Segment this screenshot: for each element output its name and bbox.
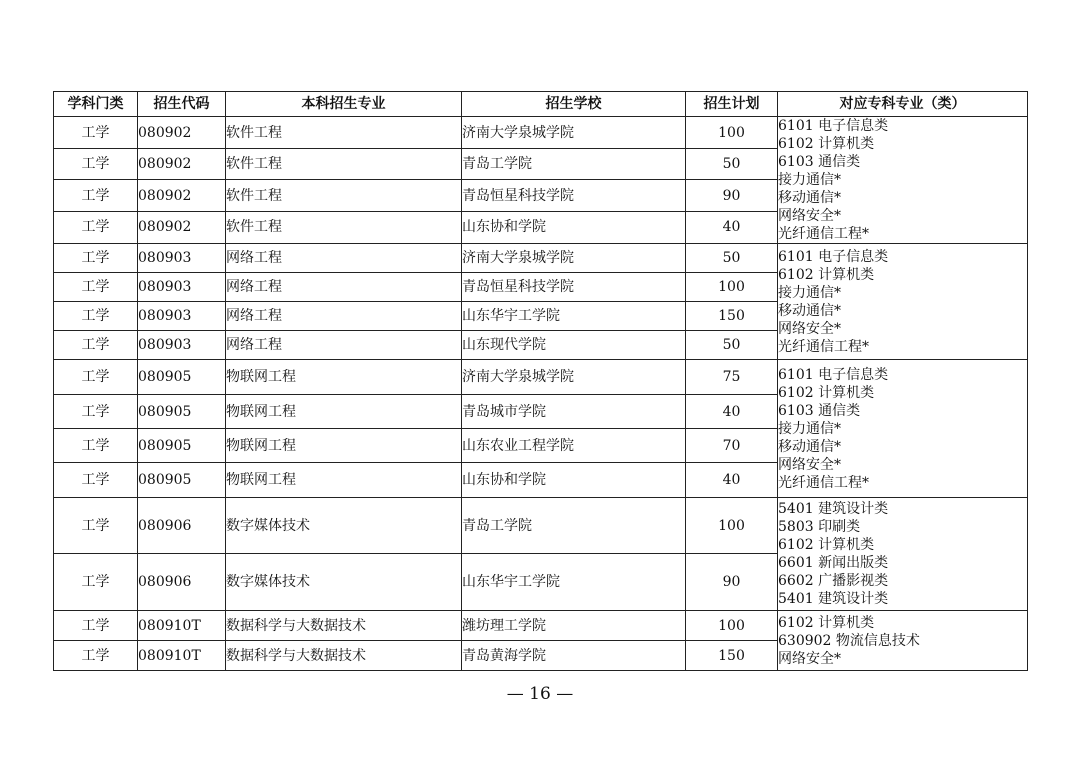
cell-school: 济南大学泉城学院 — [462, 117, 686, 149]
cell-code: 080905 — [138, 429, 226, 463]
cell-plan: 50 — [686, 331, 778, 360]
cell-plan: 150 — [686, 302, 778, 331]
cell-school: 山东华宇工学院 — [462, 302, 686, 331]
cell-plan: 90 — [686, 554, 778, 611]
cell-plan: 40 — [686, 463, 778, 498]
cell-related-majors — [778, 244, 1028, 360]
cell-major: 网络工程 — [226, 302, 462, 331]
related-major-item: 6103 通信类 — [778, 154, 861, 170]
cell-plan: 100 — [686, 611, 778, 641]
related-major-item: 6102 计算机类 — [778, 614, 875, 631]
related-major-item: 移动通信* — [778, 302, 841, 319]
related-major-item: 网络安全* — [778, 208, 841, 224]
cell-school: 青岛工学院 — [462, 498, 686, 554]
cell-category: 工学 — [54, 273, 138, 302]
header-code: 招生代码 — [138, 92, 226, 117]
related-major-item: 6601 新闻出版类 — [778, 555, 889, 571]
cell-plan: 150 — [686, 641, 778, 671]
page-number: — 16 — — [506, 684, 574, 704]
cell-category: 工学 — [54, 302, 138, 331]
cell-code: 080903 — [138, 331, 226, 360]
cell-code: 080903 — [138, 244, 226, 273]
related-major-item: 5401 建筑设计类 — [778, 591, 889, 607]
related-major-item: 光纤通信工程* — [778, 338, 869, 355]
related-major-item: 网络安全* — [778, 650, 841, 667]
related-major-item: 网络安全* — [778, 320, 841, 337]
cell-category: 工学 — [54, 180, 138, 211]
cell-code: 080906 — [138, 554, 226, 611]
related-major-item: 接力通信* — [778, 172, 841, 188]
cell-major: 数字媒体技术 — [226, 554, 462, 611]
related-major-item: 6102 计算机类 — [778, 384, 875, 401]
cell-related-majors — [778, 498, 1028, 611]
cell-code: 080902 — [138, 211, 226, 243]
cell-category: 工学 — [54, 360, 138, 395]
cell-major: 软件工程 — [226, 149, 462, 180]
related-major-item: 6101 电子信息类 — [778, 366, 889, 383]
cell-school: 青岛恒星科技学院 — [462, 273, 686, 302]
related-major-item: 光纤通信工程* — [778, 226, 869, 242]
cell-major: 网络工程 — [226, 273, 462, 302]
cell-code: 080910T — [138, 641, 226, 671]
cell-major: 物联网工程 — [226, 395, 462, 429]
cell-major: 软件工程 — [226, 117, 462, 149]
cell-school: 青岛城市学院 — [462, 395, 686, 429]
enrollment-table — [53, 91, 1028, 671]
cell-plan: 100 — [686, 273, 778, 302]
cell-category: 工学 — [54, 395, 138, 429]
cell-category: 工学 — [54, 429, 138, 463]
cell-code: 080906 — [138, 498, 226, 554]
cell-major: 物联网工程 — [226, 463, 462, 498]
cell-school: 济南大学泉城学院 — [462, 244, 686, 273]
cell-school: 青岛工学院 — [462, 149, 686, 180]
related-major-item: 网络安全* — [778, 456, 841, 473]
cell-major: 物联网工程 — [226, 360, 462, 395]
cell-school: 青岛恒星科技学院 — [462, 180, 686, 211]
related-major-item: 6102 计算机类 — [778, 266, 875, 283]
cell-school: 济南大学泉城学院 — [462, 360, 686, 395]
header-row — [54, 92, 1028, 117]
cell-school: 潍坊理工学院 — [462, 611, 686, 641]
cell-major: 数据科学与大数据技术 — [226, 641, 462, 671]
cell-major: 网络工程 — [226, 331, 462, 360]
cell-school: 山东农业工程学院 — [462, 429, 686, 463]
related-major-item: 5401 建筑设计类 — [778, 501, 889, 517]
cell-plan: 100 — [686, 117, 778, 149]
cell-code: 080902 — [138, 117, 226, 149]
cell-plan: 100 — [686, 498, 778, 554]
cell-category: 工学 — [54, 641, 138, 671]
related-major-item: 接力通信* — [778, 420, 841, 437]
related-major-item: 5803 印刷类 — [778, 519, 861, 535]
table-row — [54, 244, 1028, 273]
cell-related-majors — [778, 611, 1028, 671]
cell-code: 080903 — [138, 273, 226, 302]
table-row — [54, 611, 1028, 641]
cell-plan: 75 — [686, 360, 778, 395]
cell-category: 工学 — [54, 149, 138, 180]
cell-category: 工学 — [54, 211, 138, 243]
cell-code: 080902 — [138, 180, 226, 211]
cell-category: 工学 — [54, 554, 138, 611]
header-plan: 招生计划 — [686, 92, 778, 117]
cell-plan: 70 — [686, 429, 778, 463]
related-major-item: 移动通信* — [778, 190, 841, 206]
cell-code: 080905 — [138, 395, 226, 429]
cell-code: 080905 — [138, 360, 226, 395]
cell-category: 工学 — [54, 498, 138, 554]
cell-school: 山东协和学院 — [462, 211, 686, 243]
cell-code: 080910T — [138, 611, 226, 641]
cell-category: 工学 — [54, 331, 138, 360]
cell-school: 山东现代学院 — [462, 331, 686, 360]
header-category: 学科门类 — [54, 92, 138, 117]
cell-code: 080902 — [138, 149, 226, 180]
cell-school: 山东华宇工学院 — [462, 554, 686, 611]
cell-major: 数据科学与大数据技术 — [226, 611, 462, 641]
related-major-item: 630902 物流信息技术 — [778, 632, 920, 649]
cell-category: 工学 — [54, 463, 138, 498]
header-major: 本科招生专业 — [226, 92, 462, 117]
related-major-item: 6103 通信类 — [778, 402, 861, 419]
cell-code: 080903 — [138, 302, 226, 331]
cell-category: 工学 — [54, 244, 138, 273]
related-major-item: 移动通信* — [778, 438, 841, 455]
cell-school: 青岛黄海学院 — [462, 641, 686, 671]
related-major-item: 6602 广播影视类 — [778, 573, 889, 589]
cell-category: 工学 — [54, 611, 138, 641]
table-row — [54, 498, 1028, 554]
cell-related-majors — [778, 117, 1028, 244]
table-row — [54, 360, 1028, 395]
cell-category: 工学 — [54, 117, 138, 149]
cell-plan: 50 — [686, 149, 778, 180]
related-major-item: 6102 计算机类 — [778, 136, 875, 152]
cell-related-majors — [778, 360, 1028, 498]
cell-major: 数字媒体技术 — [226, 498, 462, 554]
cell-school: 山东协和学院 — [462, 463, 686, 498]
related-major-item: 接力通信* — [778, 284, 841, 301]
cell-plan: 40 — [686, 395, 778, 429]
cell-code: 080905 — [138, 463, 226, 498]
cell-plan: 50 — [686, 244, 778, 273]
related-major-item: 光纤通信工程* — [778, 474, 869, 491]
cell-major: 软件工程 — [226, 180, 462, 211]
table-row — [54, 117, 1028, 149]
related-major-item: 6102 计算机类 — [778, 537, 875, 553]
cell-major: 物联网工程 — [226, 429, 462, 463]
cell-major: 网络工程 — [226, 244, 462, 273]
header-related-majors: 对应专科专业（类） — [778, 92, 1028, 117]
related-major-item: 6101 电子信息类 — [778, 248, 889, 265]
cell-plan: 90 — [686, 180, 778, 211]
cell-plan: 40 — [686, 211, 778, 243]
header-school: 招生学校 — [462, 92, 686, 117]
cell-major: 软件工程 — [226, 211, 462, 243]
related-major-item: 6101 电子信息类 — [778, 118, 889, 134]
